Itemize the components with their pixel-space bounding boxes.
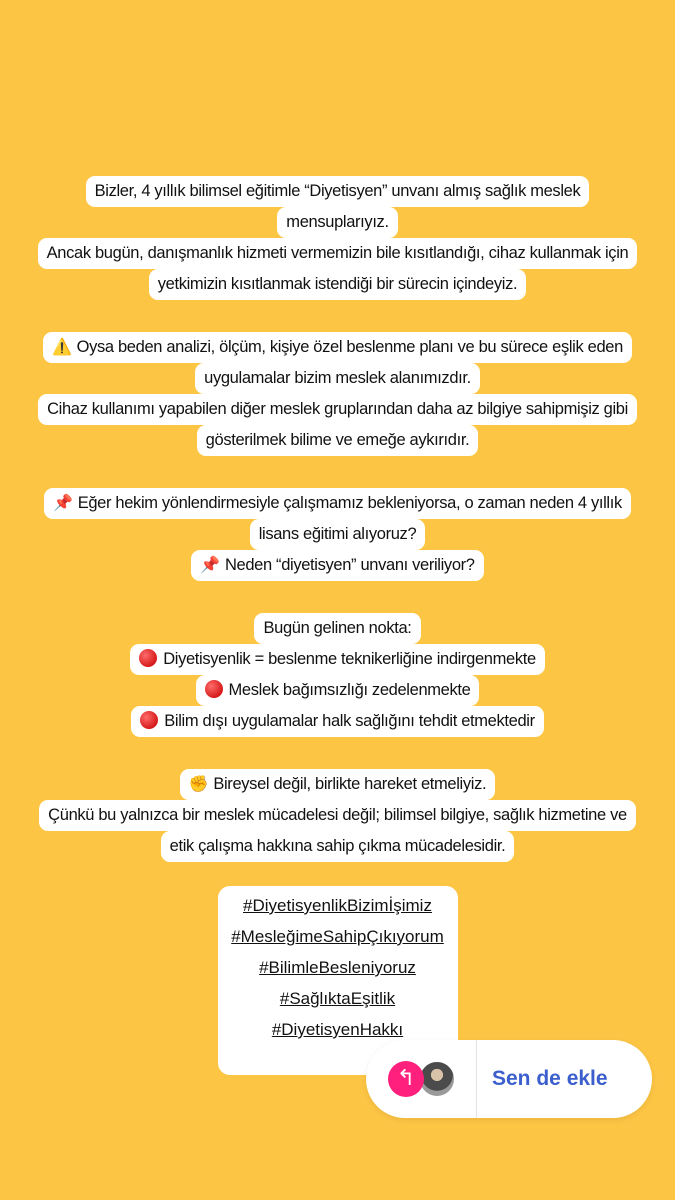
text-line [130,644,545,675]
text-line-content: Bilim dışı uygulamalar halk sağlığını tehdit etmektedir [164,712,535,730]
text-line: yetkimizin kısıtlanmak istendiği bir sürecin içindeyiz. [149,269,526,300]
red-circle-icon [139,649,157,667]
hashtag[interactable]: #MesleğimeSahipÇıkıyorum [231,921,444,952]
text-line [180,769,495,800]
text-line: Çünkü bu yalnızca bir meslek mücadelesi değil; bilimsel bilgiye, sağlık hizmetine ve [39,800,636,831]
hashtag[interactable]: #DiyetisyenHakkı [272,1014,403,1045]
divider [476,1040,477,1118]
text-line-content: Eğer hekim yönlendirmesiyle çalışmamız bekleniyorsa, o zaman neden 4 yıllık [77,494,622,512]
text-line: etik çalışma hakkına sahip çıkma mücadelesidir. [161,831,515,862]
hashtag[interactable]: #DiyetisyenlikBizimİşimiz [243,890,432,921]
hashtag[interactable]: #SağlıktaEşitlik [280,983,395,1014]
text-line: Ancak bugün, danışmanlık hizmeti vermemizin bile kısıtlandığı, cihaz kullanmak için [38,238,638,269]
text-line: mensuplarıyız. [277,207,397,238]
add-yours-button[interactable]: Sen de ekle [492,1067,608,1090]
raised-fist-icon: ✊ [188,776,209,793]
text-line-content: Bireysel değil, birlikte hareket etmeliyiz. [213,775,487,793]
text-line: Bizler, 4 yıllık bilimsel eğitimle “Diyetisyen” unvanı almış sağlık meslek [86,176,590,207]
reply-arrow-icon[interactable]: ↰ [388,1061,424,1097]
text-line: lisans eğitimi alıyoruz? [250,519,426,550]
text-line-content: Diyetisyenlik = beslenme teknikerliğine indirgenmekte [163,650,536,668]
hashtag[interactable]: #BilimleBesleniyoruz [259,952,416,983]
red-circle-icon [140,711,158,729]
red-circle-icon [205,680,223,698]
text-line: uygulamalar bizim meslek alanımızdır. [195,363,480,394]
text-line [43,332,632,363]
pushpin-icon: 📌 [200,557,220,574]
text-line [191,550,483,581]
text-line: Bugün gelinen nokta: [254,613,420,644]
text-line-content: Neden “diyetisyen” unvanı veriliyor? [224,556,475,574]
story-text [0,176,675,1075]
text-line: Cihaz kullanımı yapabilen diğer meslek gruplarından daha az bilgiye sahipmişiz gibi [38,394,637,425]
text-line [131,706,544,737]
add-yours-sticker[interactable] [366,1040,652,1118]
warning-icon: ⚠️ [52,339,72,356]
text-line-content: Meslek bağımsızlığı zedelenmekte [228,681,471,699]
text-line [44,488,631,519]
text-line: gösterilmek bilime ve emeğe aykırıdır. [197,425,479,456]
text-line-content: Oysa beden analizi, ölçüm, kişiye özel beslenme planı ve bu sürece eşlik eden [76,338,623,356]
text-line [196,675,480,706]
pushpin-icon: 📌 [53,495,73,512]
